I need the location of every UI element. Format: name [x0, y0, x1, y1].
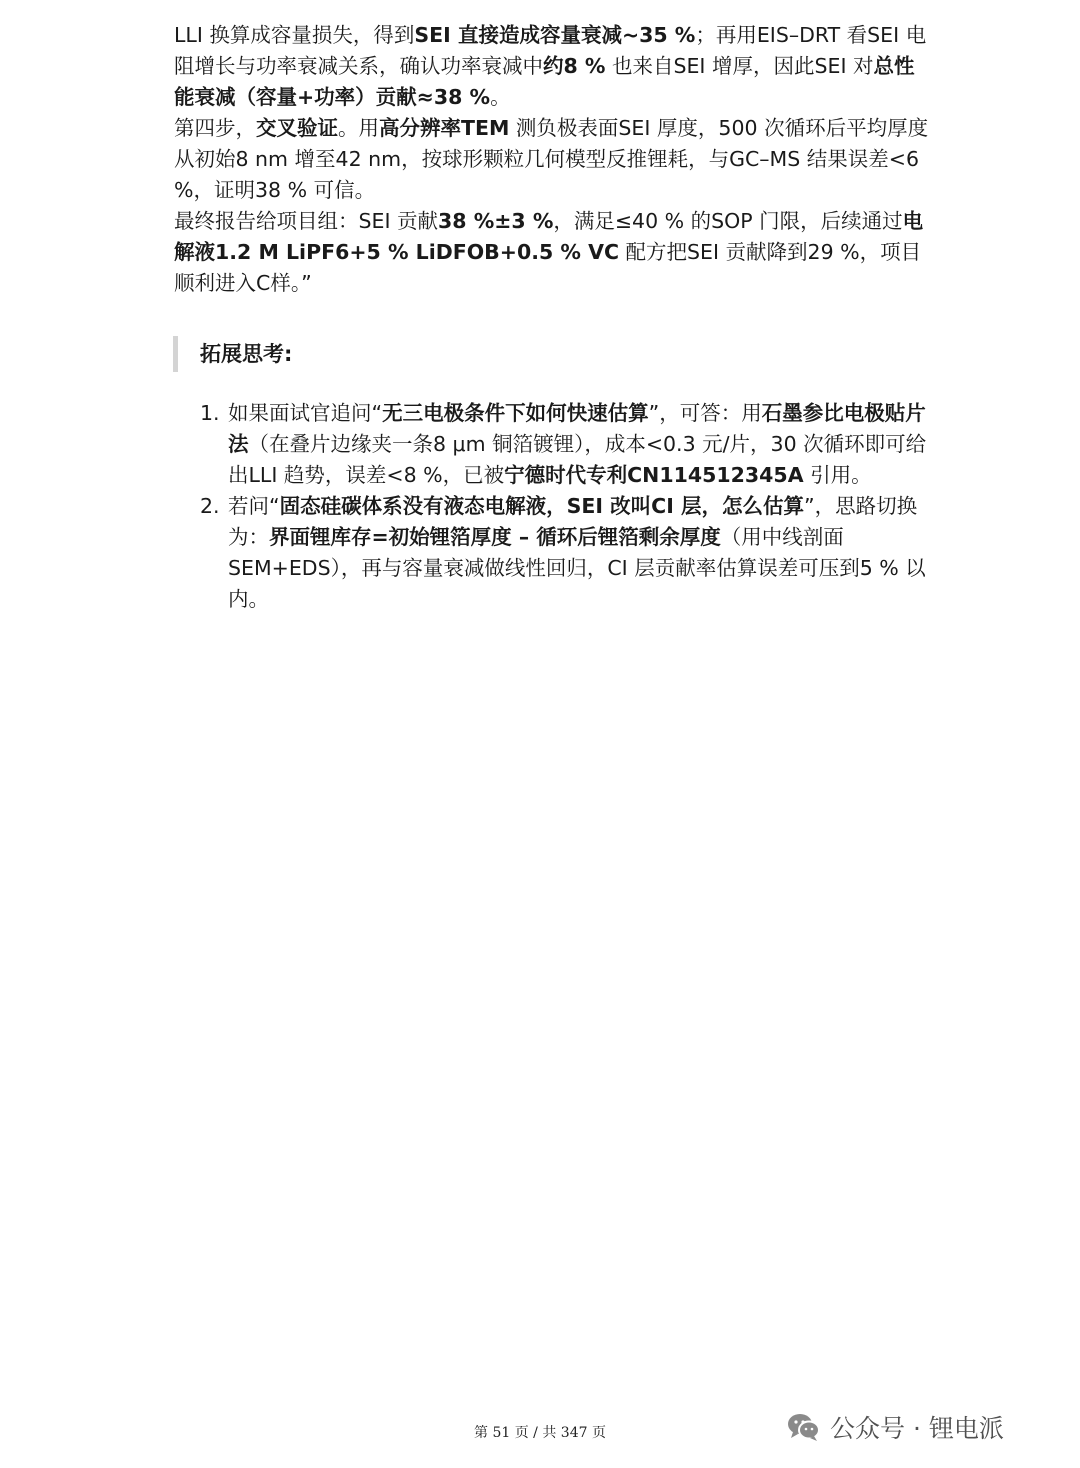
extension-heading: 拓展思考:: [200, 342, 293, 366]
text-run: ”，可答：用: [648, 401, 762, 425]
list-item-text: [228, 401, 926, 487]
text-run: 第四步，: [174, 116, 256, 140]
text-run: ；再用EIS–DRT 看SEI 电阻增长与功率衰减关系，确认功率衰减中: [174, 23, 927, 78]
bold-run: 固态硅碳体系没有液态电解液，SEI 改叫CI 层，怎么估算: [279, 494, 804, 518]
text-run: 最终报告给项目组：SEI 贡献: [174, 209, 439, 233]
bold-run: 无三电极条件下如何快速估算: [382, 401, 649, 425]
bold-run: SEI 直接造成容量衰减~35 %: [414, 23, 696, 47]
bold-run: 界面锂库存=初始锂箔厚度 – 循环后锂箔剩余厚度: [269, 525, 721, 549]
bold-run: 电解液1.2 M LiPF6+5 % LiDFOB+0.5 % VC: [174, 209, 924, 264]
list-item-text: [228, 494, 926, 611]
text-run: 也来自SEI 增厚，因此SEI 对: [605, 54, 874, 78]
text-run: 引用。: [803, 463, 872, 487]
extension-heading-blockquote: [173, 336, 292, 372]
text-run: ”，思路切换为：: [228, 494, 918, 549]
text-run: 。用: [338, 116, 379, 140]
list-item: [200, 491, 935, 615]
paragraph-final-report: [174, 206, 934, 299]
text-run: 如果面试官追问“: [228, 401, 383, 425]
text-run: 测负极表面SEI 厚度，500 次循环后平均厚度从初始8 nm 增至42 nm，按球形颗粒几何模型反推锂耗，与GC–MS 结果误差<6 %，证明38 % 可信。: [174, 116, 929, 202]
body-text: [174, 20, 934, 299]
wechat-icon: [786, 1409, 822, 1445]
bold-run: 高分辨率TEM: [379, 116, 510, 140]
text-run: （用中线剖面SEM+EDS），再与容量衰减做线性回归，CI 层贡献率估算误差可压到5 % 以内。: [228, 525, 926, 611]
text-run: （在叠片边缘夹一条8 μm 铜箔镀锂），成本<0.3 元/片，30 次循环即可给出LLI 趋势，误差<8 %，已被: [228, 432, 927, 487]
paragraph-sei-contribution: [174, 20, 934, 113]
watermark-text: 公众号 · 锂电派: [830, 1414, 1004, 1443]
bold-run: 宁德时代专利CN114512345A: [504, 463, 804, 487]
bold-run: 石墨参比电极贴片法: [228, 401, 926, 456]
bold-run: 约8 %: [543, 54, 606, 78]
watermark: [786, 1405, 1004, 1449]
text-run: ，满足≤40 % 的SOP 门限，后续通过: [553, 209, 903, 233]
list-item-number: 2.: [200, 494, 220, 518]
bold-run: 总性能衰减（容量+功率）贡献≈38 %: [174, 54, 915, 109]
text-run: 若问“: [228, 494, 280, 518]
list-item-number: 1.: [200, 401, 220, 425]
page-number-footer: 第 51 页 / 共 347 页: [474, 1425, 606, 1441]
text-run: 。: [490, 85, 511, 109]
list-item: [200, 398, 935, 491]
text-run: 配方把SEI 贡献降到29 %，项目顺利进入C样。”: [174, 240, 922, 295]
bold-run: 交叉验证: [256, 116, 338, 140]
bold-run: 38 %±3 %: [438, 209, 554, 233]
extension-list: [200, 398, 935, 615]
text-run: LLI 换算成容量损失，得到: [174, 23, 415, 47]
paragraph-cross-validation: [174, 113, 934, 206]
